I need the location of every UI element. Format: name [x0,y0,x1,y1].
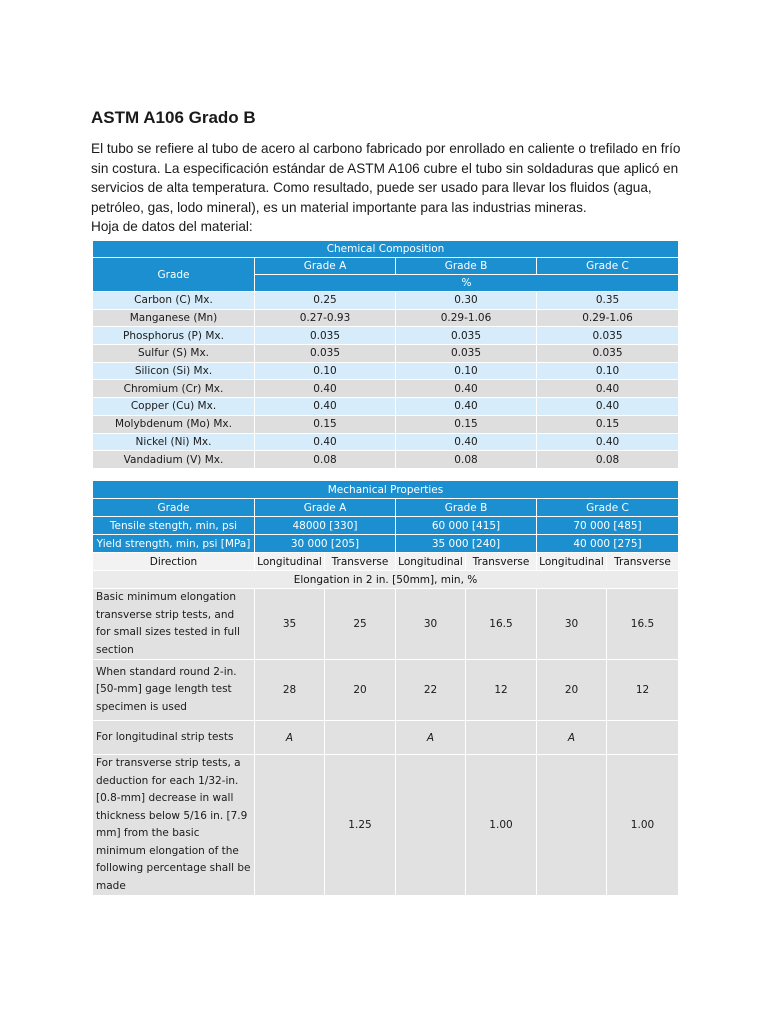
grade-c-value: 0.40 [537,380,679,398]
grade-b-value: 0.29-1.06 [396,309,537,327]
mech-grade-header: Grade [93,499,255,517]
value-cell: 16.5 [466,589,537,660]
direction-transverse: Transverse [607,553,679,571]
chem-grade-a-header: Grade A [255,258,396,275]
direction-label: Direction [93,553,255,571]
value-cell: A [255,721,325,755]
elongation-header: Elongation in 2 in. [50mm], min, % [93,571,679,589]
chem-grade-b-header: Grade B [396,258,537,275]
grade-a-value: 0.08 [255,451,396,469]
element-label: Vandadium (V) Mx. [93,451,255,469]
chem-grade-header: Grade [93,258,255,292]
direction-transverse: Transverse [325,553,396,571]
table-row [93,327,679,345]
direction-longitudinal: Longitudinal [537,553,607,571]
value-cell: 30 [396,589,466,660]
grade-b-value: 0.035 [396,345,537,363]
value-cell [537,755,607,896]
table-row [93,721,679,755]
grade-a-value: 0.035 [255,327,396,345]
grade-b-value: 0.08 [396,451,537,469]
value-cell: 22 [396,660,466,721]
mech-grade-b-header: Grade B [396,499,537,517]
grade-a-value: 0.10 [255,362,396,380]
grade-c-value: 0.035 [537,345,679,363]
element-label: Silicon (Si) Mx. [93,362,255,380]
value-cell: 12 [607,660,679,721]
grade-a-value: 0.035 [255,345,396,363]
grade-a-value: 0.40 [255,433,396,451]
element-label: Phosphorus (P) Mx. [93,327,255,345]
mech-table-title: Mechanical Properties [93,481,679,499]
yield-grade-b: 35 000 [240] [396,535,537,553]
page-title: ASTM A106 Grado B [91,108,256,127]
datasheet-heading: Hoja de datos del material: [91,219,253,234]
row-description: For longitudinal strip tests [93,721,255,755]
grade-c-value: 0.35 [537,292,679,310]
grade-a-value: 0.27-0.93 [255,309,396,327]
table-row [93,415,679,433]
direction-transverse: Transverse [466,553,537,571]
value-cell: A [537,721,607,755]
grade-c-value: 0.29-1.06 [537,309,679,327]
value-cell: 12 [466,660,537,721]
value-cell: 1.25 [325,755,396,896]
direction-longitudinal: Longitudinal [255,553,325,571]
yield-grade-a: 30 000 [205] [255,535,396,553]
tensile-grade-c: 70 000 [485] [537,517,679,535]
chemical-composition-table [92,240,679,469]
intro-text [91,139,691,237]
grade-a-value: 0.25 [255,292,396,310]
element-label: Copper (Cu) Mx. [93,398,255,416]
grade-c-value: 0.40 [537,398,679,416]
mech-grade-a-header: Grade A [255,499,396,517]
grade-b-value: 0.035 [396,327,537,345]
tensile-grade-b: 60 000 [415] [396,517,537,535]
value-cell [396,755,466,896]
table-row [93,433,679,451]
grade-b-value: 0.10 [396,362,537,380]
chem-grade-c-header: Grade C [537,258,679,275]
element-label: Chromium (Cr) Mx. [93,380,255,398]
value-cell: 35 [255,589,325,660]
row-description: For transverse strip tests, a deduction for each 1/32-in. [0.8-mm] decrease in wall thickness below 5/16 in. [7.9 mm] from the basic minimum elongation of the following percentage shall be made [93,755,255,896]
tensile-grade-a: 48000 [330] [255,517,396,535]
yield-strength-label: Yield strength, min, psi [MPa] [93,535,255,553]
value-cell: 28 [255,660,325,721]
table-row [93,362,679,380]
grade-a-value: 0.40 [255,398,396,416]
mechanical-properties-table [92,480,679,896]
grade-c-value: 0.035 [537,327,679,345]
value-cell [325,721,396,755]
value-cell [466,721,537,755]
chem-unit-header: % [255,275,679,292]
intro-paragraph: El tubo se refiere al tubo de acero al carbono fabricado por enrollado en caliente o trefilado en frío sin costura. La especificación estándar de ASTM A106 cubre el tubo sin soldaduras que aplicó en servicios de alta temperatura. Como resultado, puede ser usado para llevar los fluidos (agua, petróleo, gas, lodo mineral), es un material importante para las industrias mineras. [91,141,681,215]
row-description: When standard round 2-in. [50-mm] gage length test specimen is used [93,660,255,721]
tensile-strength-label: Tensile stength, min, psi [93,517,255,535]
table-row [93,309,679,327]
grade-b-value: 0.15 [396,415,537,433]
value-cell: 20 [325,660,396,721]
table-row [93,660,679,721]
table-row [93,755,679,896]
grade-c-value: 0.40 [537,433,679,451]
value-cell: 16.5 [607,589,679,660]
grade-b-value: 0.30 [396,292,537,310]
element-label: Molybdenum (Mo) Mx. [93,415,255,433]
value-cell: A [396,721,466,755]
chem-table-title: Chemical Composition [93,241,679,258]
grade-c-value: 0.15 [537,415,679,433]
row-description: Basic minimum elongation transverse strip tests, and for small sizes tested in full section [93,589,255,660]
table-row [93,451,679,469]
direction-longitudinal: Longitudinal [396,553,466,571]
element-label: Nickel (Ni) Mx. [93,433,255,451]
grade-b-value: 0.40 [396,433,537,451]
grade-a-value: 0.40 [255,380,396,398]
element-label: Sulfur (S) Mx. [93,345,255,363]
element-label: Carbon (C) Mx. [93,292,255,310]
value-cell [255,755,325,896]
table-row [93,398,679,416]
value-cell [607,721,679,755]
grade-b-value: 0.40 [396,380,537,398]
value-cell: 25 [325,589,396,660]
value-cell: 30 [537,589,607,660]
grade-a-value: 0.15 [255,415,396,433]
grade-b-value: 0.40 [396,398,537,416]
table-row [93,292,679,310]
value-cell: 20 [537,660,607,721]
table-row [93,345,679,363]
table-row [93,380,679,398]
mech-grade-c-header: Grade C [537,499,679,517]
table-row [93,589,679,660]
value-cell: 1.00 [607,755,679,896]
element-label: Manganese (Mn) [93,309,255,327]
value-cell: 1.00 [466,755,537,896]
grade-c-value: 0.08 [537,451,679,469]
yield-grade-c: 40 000 [275] [537,535,679,553]
grade-c-value: 0.10 [537,362,679,380]
